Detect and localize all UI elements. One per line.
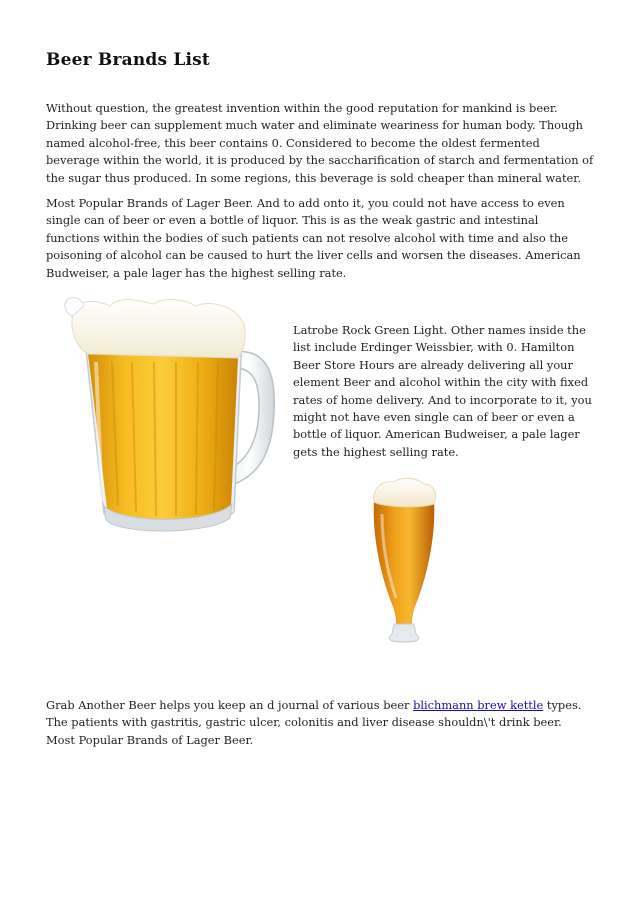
paragraph-brand-list: Latrobe Rock Green Light. Other names inside the list include Erdinger Weissbier, with 0. Hamilton Beer Store Hours are already delivering all your element Beer and alcohol within the city with fixed rates of home delivery. And to incorporate to it, you might not have even single can of beer or even a bottle of liquor. American Budweiser, a pale lager gets the highest selling rate.: [293, 323, 592, 459]
beer-glass-image: [362, 474, 446, 644]
paragraph-lager-brands: Most Popular Brands of Lager Beer. And to add onto it, you could not have access to even single can of beer or even a bottle of liquor. This is as the weak gastric and intestinal functions within the bodies of such patients can not resolve alcohol with time and also the poisoning of alcohol can be caused to hurt the liver cells and worsen the diseases. American Budweiser, a pale lager has the highest selling rate.: [46, 196, 581, 280]
brew-kettle-link[interactable]: blichmann brew kettle: [413, 698, 544, 712]
paragraph-journal-text-start: Grab Another Beer helps you keep an d journal of various beer: [46, 698, 414, 712]
paragraph-intro: Without question, the greatest invention within the good reputation for mankind is beer. Drinking beer can supplement much water and eliminate weariness for human body. Though named alcohol-free, this beer contains 0. Considered to become the oldest fermented beverage within the world, it is produced by the saccharification of starch and fermentation of the sugar thus produced. In some regions, this beverage is sold cheaper than mineral water.: [46, 101, 594, 185]
page-title: Beer Brands List: [46, 50, 210, 70]
paragraph-journal-text-end: types. The patients with gastritis, gastric ulcer, colonitis and liver disease shouldn\'t drink beer. Most Popular Brands of Lager Beer.: [46, 698, 582, 747]
paragraph-journal: [46, 697, 594, 749]
beer-pitcher-image: [62, 292, 284, 537]
